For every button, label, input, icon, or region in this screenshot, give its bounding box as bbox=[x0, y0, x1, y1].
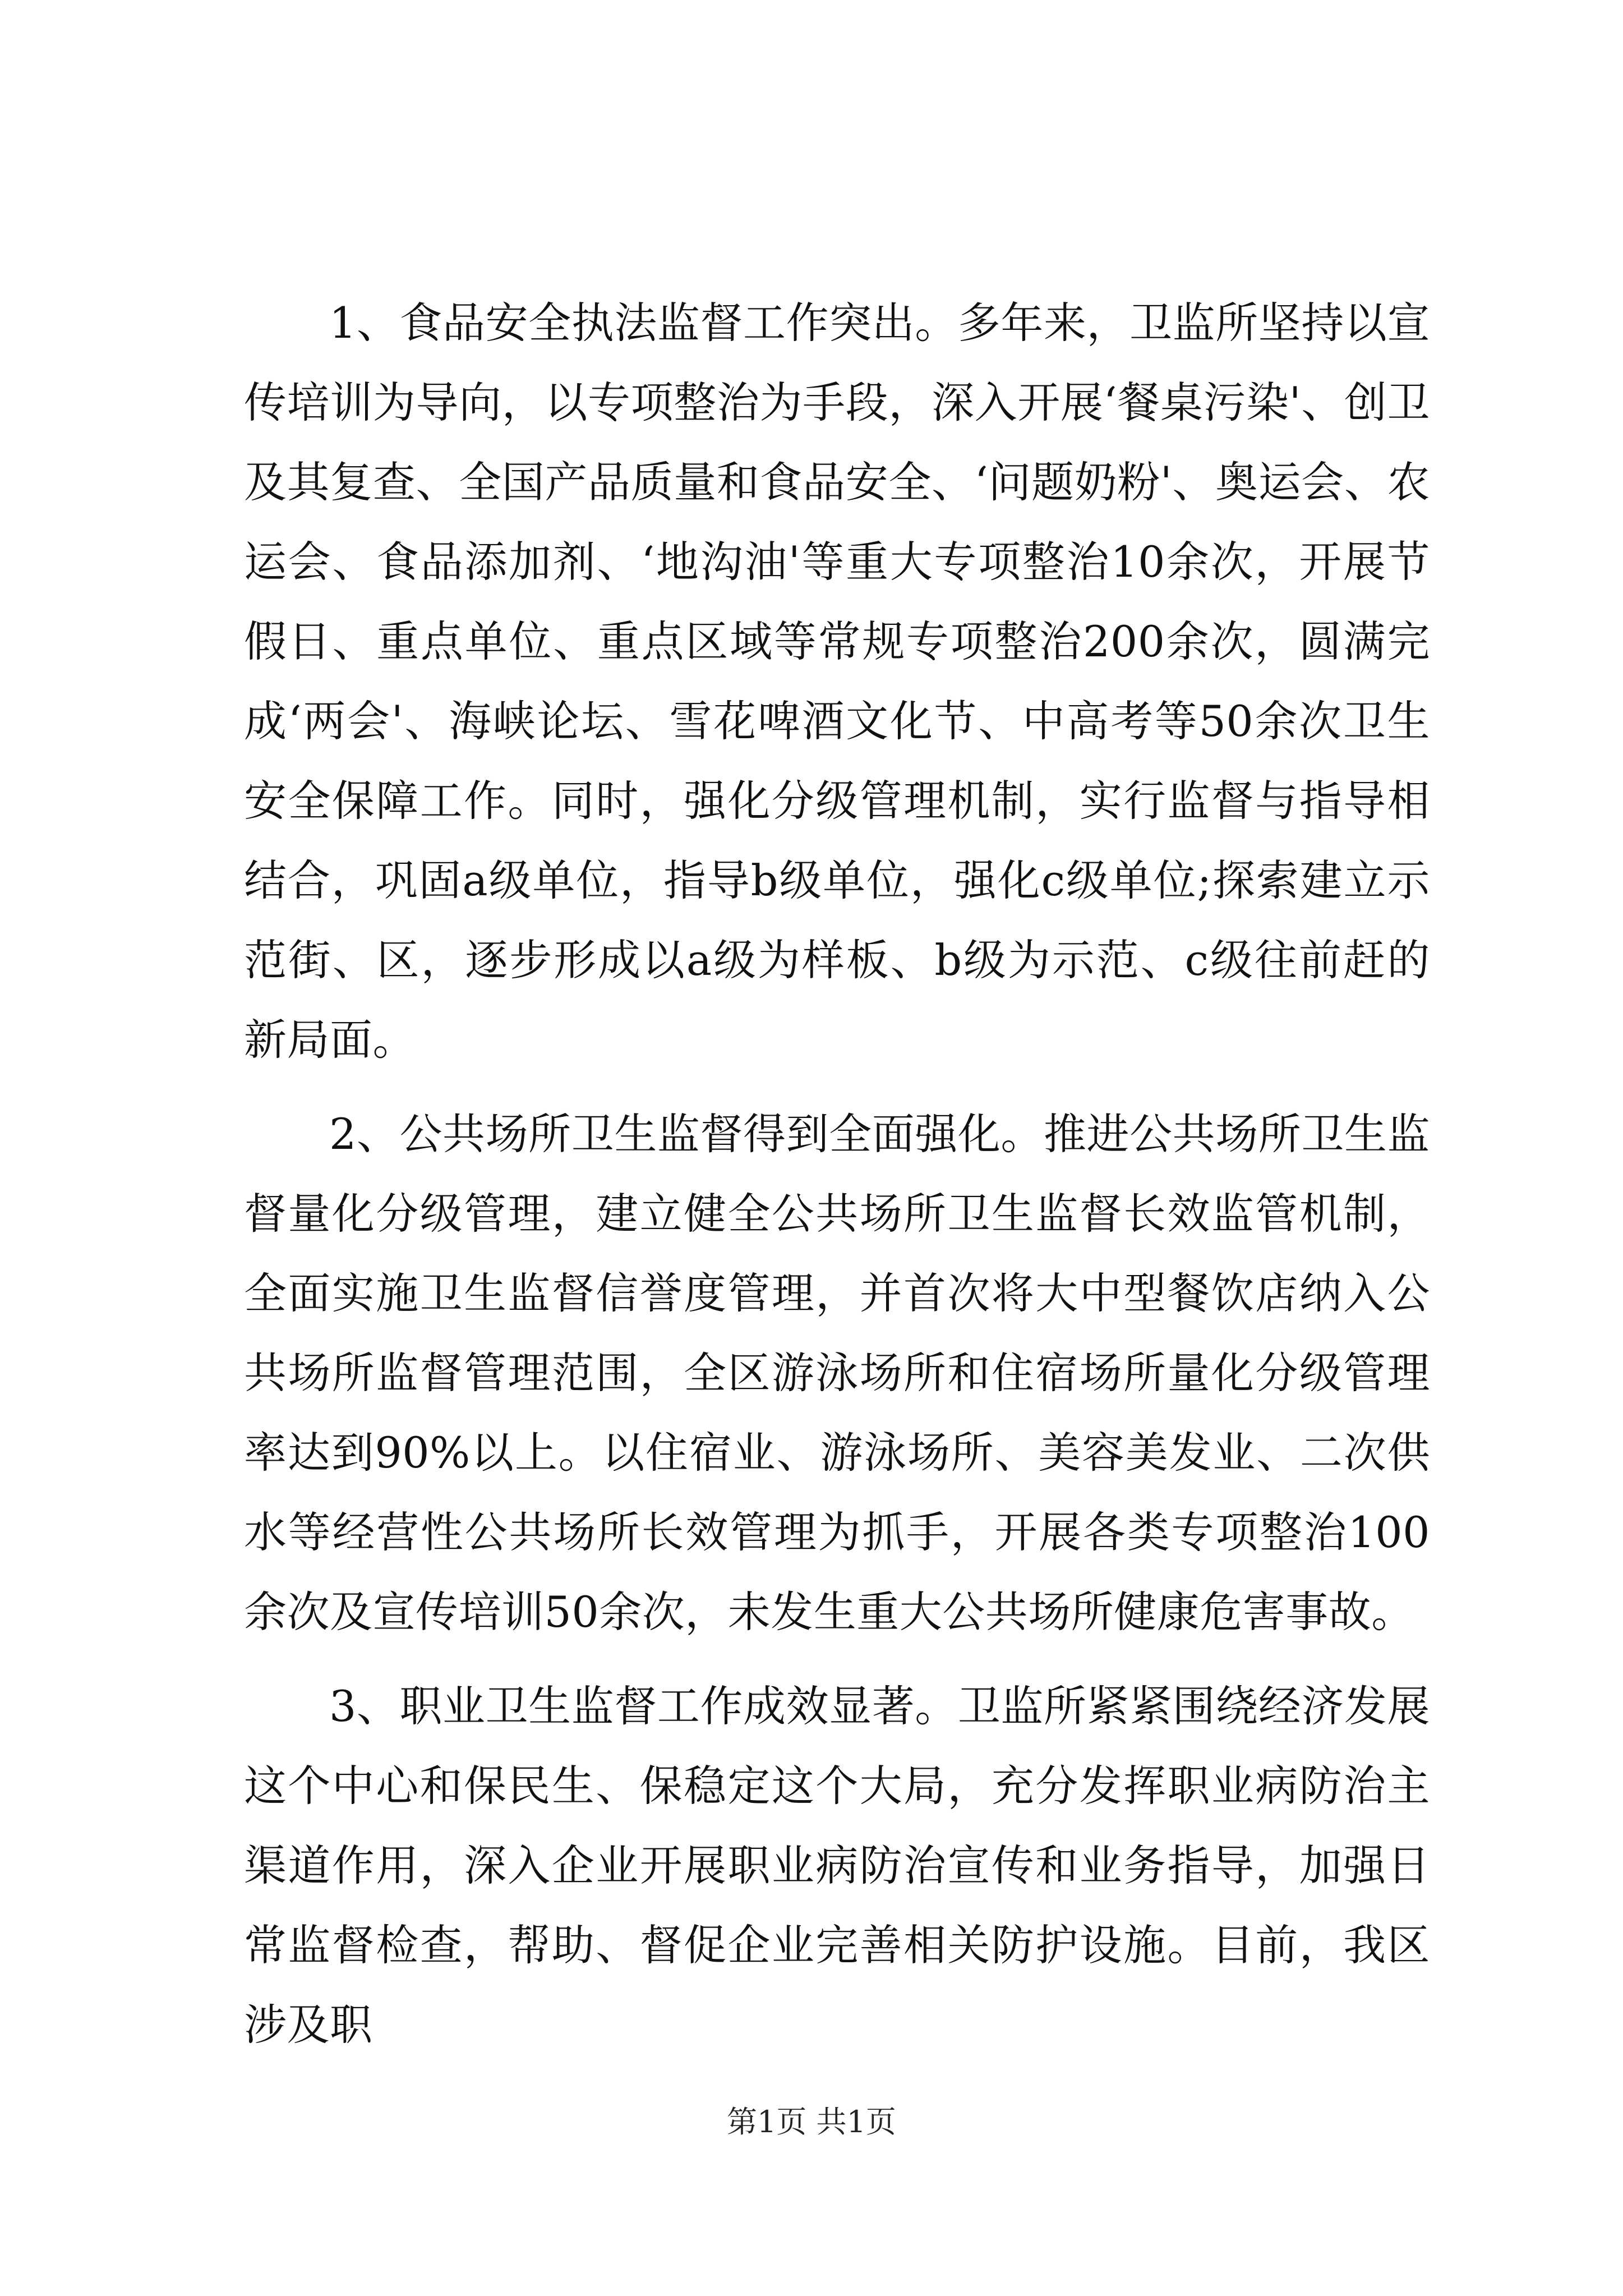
paragraph-food-safety: 1、食品安全执法监督工作突出。多年来，卫监所坚持以宣传培训为导向，以专项整治为手段，深入开展‘餐桌污染'、创卫及其复查、全国产品质量和食品安全、‘问题奶粉'、奥运会、农运会、食品添加剂、‘地沟油'等重大专项整治10余次，开展节假日、重点单位、重点区域等常规专项整治200余次，圆满完成‘两会'、海峡论坛、雪花啤酒文化节、中高考等50余次卫生安全保障工作。同时，强化分级管理机制，实行监督与指导相结合，巩固a级单位，指导b级单位，强化c级单位;探索建立示范街、区，逐步形成以a级为样板、b级为示范、c级往前赶的新局面。 bbox=[244, 298, 1430, 1065]
page-number: 第1页 共1页 bbox=[727, 2104, 896, 2139]
document-body bbox=[244, 283, 1430, 2079]
page-footer bbox=[0, 2102, 1623, 2142]
paragraph-occupational-health: 3、职业卫生监督工作成效显著。卫监所紧紧围绕经济发展这个中心和保民生、保稳定这个大局，充分发挥职业病防治主渠道作用，深入企业开展职业病防治宣传和业务指导，加强日常监督检查，帮助、督促企业完善相关防护设施。目前，我区涉及职 bbox=[244, 1681, 1430, 2050]
paragraph-public-places: 2、公共场所卫生监督得到全面强化。推进公共场所卫生监督量化分级管理，建立健全公共场所卫生监督长效监管机制，全面实施卫生监督信誉度管理，并首次将大中型餐饮店纳入公共场所监督管理范围，全区游泳场所和住宿场所量化分级管理率达到90%以上。以住宿业、游泳场所、美容美发业、二次供水等经营性公共场所长效管理为抓手，开展各类专项整治100余次及宣传培训50余次，未发生重大公共场所健康危害事故。 bbox=[244, 1109, 1430, 1637]
